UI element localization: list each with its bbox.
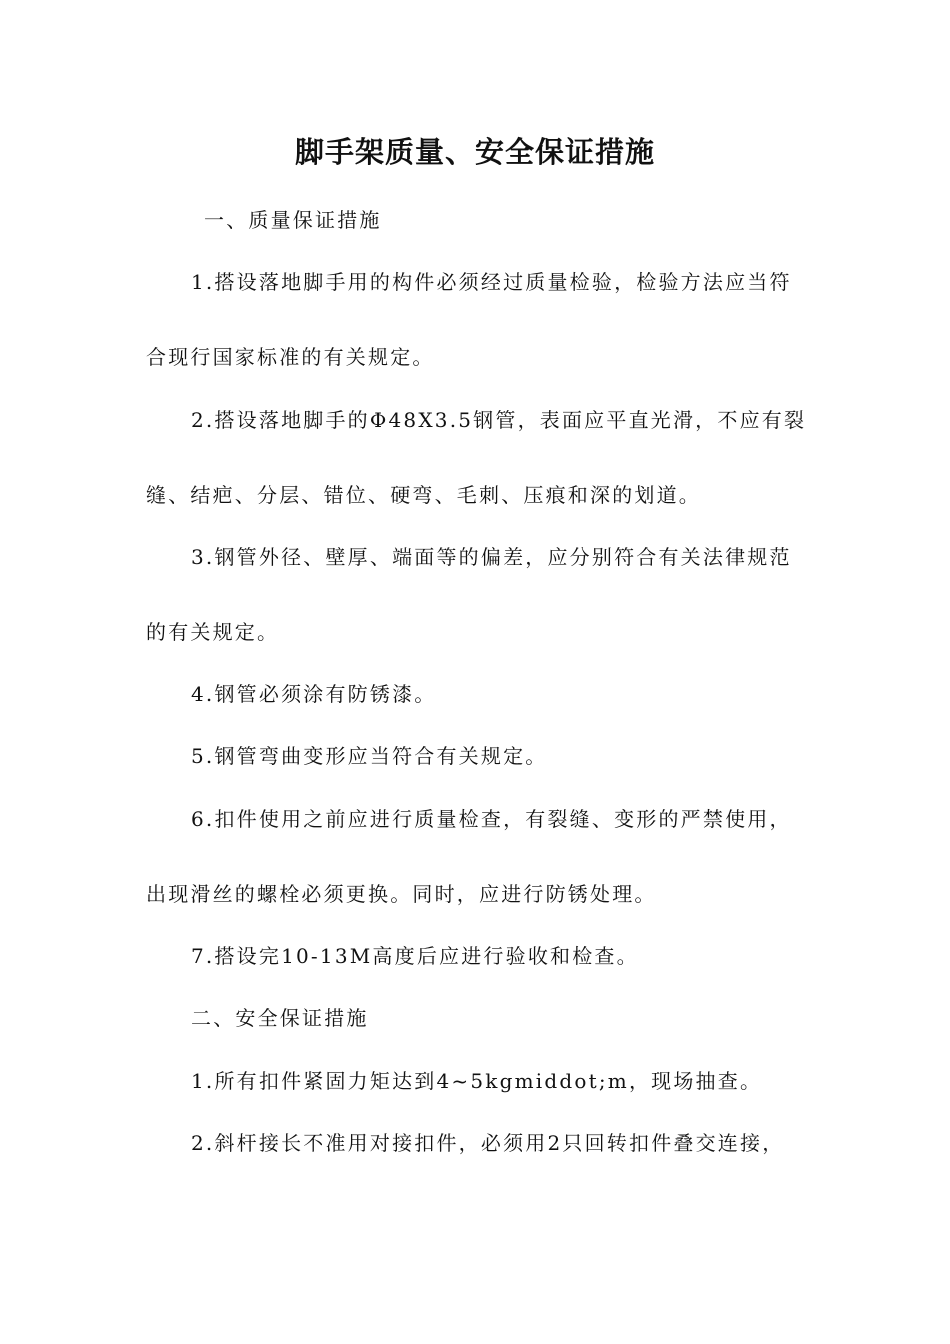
paragraph-line: 合现行国家标准的有关规定。 <box>146 345 435 369</box>
section-heading-quality: 一、质量保证措施 <box>204 208 382 232</box>
paragraph-line: 出现滑丝的螺栓必须更换。同时，应进行防锈处理。 <box>146 882 657 906</box>
paragraph-line: 3.钢管外径、壁厚、端面等的偏差，应分别符合有关法律规范 <box>191 545 792 569</box>
paragraph-line: 6.扣件使用之前应进行质量检查，有裂缝、变形的严禁使用， <box>191 807 792 831</box>
paragraph-line: 2.搭设落地脚手的Φ48X3.5钢管，表面应平直光滑，不应有裂 <box>191 408 807 432</box>
paragraph-line: 4.钢管必须涂有防锈漆。 <box>191 682 437 706</box>
document-title: 脚手架质量、安全保证措施 <box>294 135 655 169</box>
paragraph-line: 5.钢管弯曲变形应当符合有关规定。 <box>191 744 548 768</box>
section-heading-safety: 二、安全保证措施 <box>191 1006 369 1030</box>
paragraph-line: 1.搭设落地脚手用的构件必须经过质量检验，检验方法应当符 <box>191 270 792 294</box>
paragraph-line: 7.搭设完10-13M高度后应进行验收和检查。 <box>191 944 639 968</box>
paragraph-line: 缝、结疤、分层、错位、硬弯、毛刺、压痕和深的划道。 <box>146 483 701 507</box>
paragraph-line: 2.斜杆接长不准用对接扣件，必须用2只回转扣件叠交连接， <box>191 1131 785 1155</box>
paragraph-line: 的有关规定。 <box>146 620 280 644</box>
paragraph-line: 1.所有扣件紧固力矩达到4~5kgmiddot;m，现场抽查。 <box>191 1069 763 1093</box>
